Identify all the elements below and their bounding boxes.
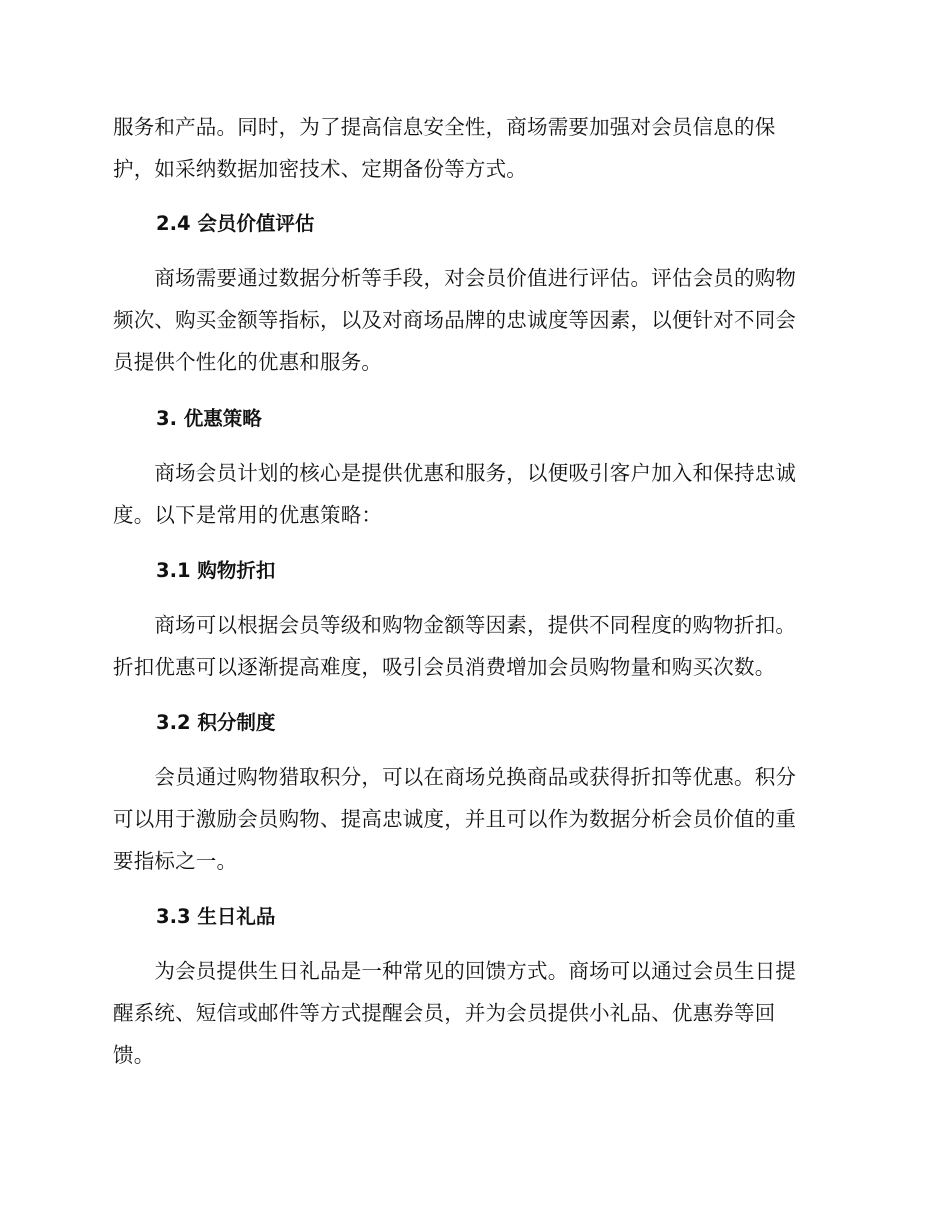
section-3-1-paragraph bbox=[113, 604, 833, 688]
section-3-3-paragraph bbox=[113, 950, 833, 1076]
paragraph-line: 馈。 bbox=[113, 1043, 155, 1067]
paragraph-line: 为会员提供生日礼品是一种常见的回馈方式。商场可以通过会员生日提 bbox=[113, 959, 797, 983]
section-3-3-heading: 3.3 生日礼品 bbox=[156, 905, 276, 928]
paragraph-line: 商场需要通过数据分析等手段，对会员价值进行评估。评估会员的购物 bbox=[113, 266, 797, 290]
paragraph-line: 醒系统、短信或邮件等方式提醒会员，并为会员提供小礼品、优惠券等回 bbox=[113, 1001, 776, 1025]
section-2-4-paragraph bbox=[113, 257, 833, 383]
section-3-heading: 3. 优惠策略 bbox=[156, 407, 262, 430]
section-3-paragraph bbox=[113, 452, 833, 536]
paragraph-line: 护，如采纳数据加密技术、定期备份等方式。 bbox=[113, 157, 527, 181]
paragraph-line: 商场可以根据会员等级和购物金额等因素，提供不同程度的购物折扣。 bbox=[113, 613, 797, 637]
paragraph-line: 折扣优惠可以逐渐提高难度，吸引会员消费增加会员购物量和购买次数。 bbox=[113, 655, 776, 679]
paragraph-line: 商场会员计划的核心是提供优惠和服务，以便吸引客户加入和保持忠诚 bbox=[113, 461, 797, 485]
section-2-4-heading: 2.4 会员价值评估 bbox=[156, 212, 315, 235]
paragraph-line: 可以用于激励会员购物、提高忠诚度，并且可以作为数据分析会员价值的重 bbox=[113, 807, 797, 831]
paragraph-line: 会员通过购物猎取积分，可以在商场兑换商品或获得折扣等优惠。积分 bbox=[113, 765, 797, 789]
paragraph-line: 频次、购买金额等指标，以及对商场品牌的忠诚度等因素，以便针对不同会 bbox=[113, 308, 797, 332]
paragraph-line: 要指标之一。 bbox=[113, 849, 238, 873]
section-3-2-paragraph bbox=[113, 756, 833, 882]
paragraph-line: 度。以下是常用的优惠策略： bbox=[113, 503, 383, 527]
paragraph-line: 员提供个性化的优惠和服务。 bbox=[113, 350, 383, 374]
paragraph-line: 服务和产品。同时，为了提高信息安全性，商场需要加强对会员信息的保 bbox=[113, 115, 776, 139]
intro-paragraph bbox=[113, 106, 833, 190]
section-3-2-heading: 3.2 积分制度 bbox=[156, 711, 276, 734]
section-3-1-heading: 3.1 购物折扣 bbox=[156, 559, 276, 582]
